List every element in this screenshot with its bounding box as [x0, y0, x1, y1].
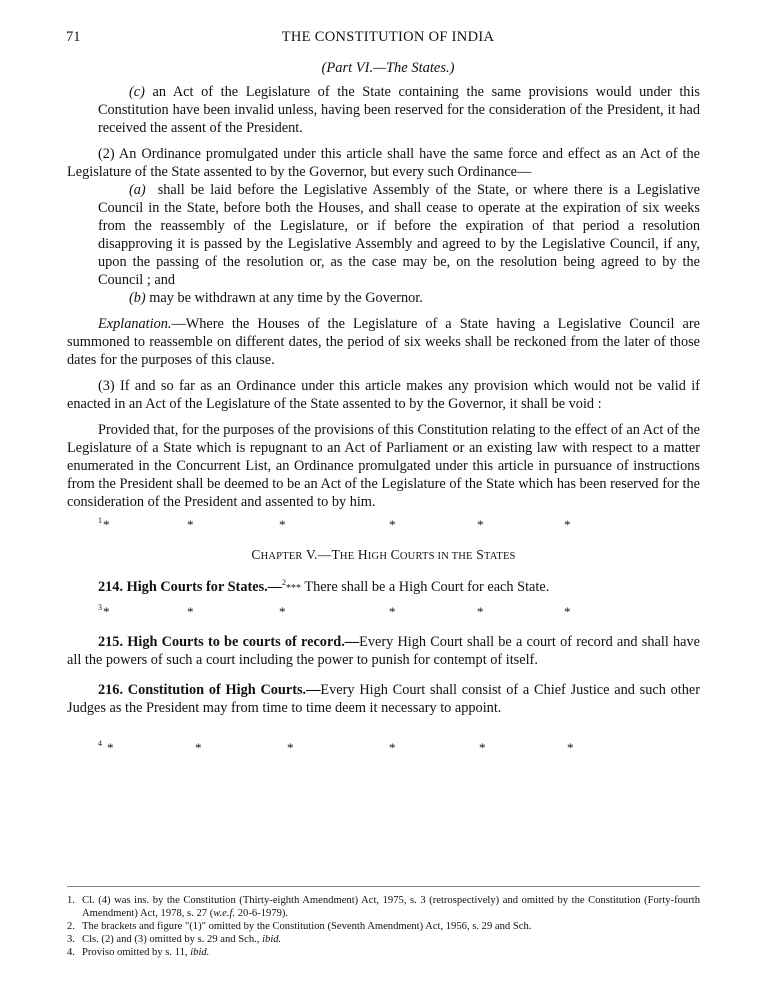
star: *	[187, 517, 194, 532]
star: *	[103, 604, 110, 619]
footnote-text-main: The brackets and figure "(1)" omitted by the Constitution (Seventh Amendment) Act, 1956, s. 29 and Sch.	[82, 921, 532, 932]
footnote-marker-1: 1	[98, 516, 102, 525]
star: *	[107, 740, 114, 755]
explanation-text: —Where the Houses of the Legislature of a State having a Legislative Council are summoned to reassemble on different dates, the period of six weeks shall be reckoned from the later of those dates for the purposes of this clause.	[67, 316, 700, 368]
footnote-text	[82, 946, 700, 959]
star: *	[479, 740, 486, 755]
footnote-text-italic: ibid.	[190, 947, 210, 958]
article-216-heading: 216. Constitution of High Courts.—	[98, 682, 321, 698]
footnote-text-main: Cls. (2) and (3) omitted by s. 29 and Sch.,	[82, 934, 263, 945]
clause-c-label: (c)	[129, 84, 145, 100]
star: *	[389, 604, 396, 619]
star: *	[477, 517, 484, 532]
article-214-text: There shall be a High Court for each State.	[301, 579, 550, 595]
star: *	[287, 740, 294, 755]
footnotes	[67, 886, 700, 959]
star: *	[567, 740, 574, 755]
page-number: 71	[66, 29, 81, 45]
star: *	[103, 517, 110, 532]
omission-stars-2	[67, 603, 700, 621]
footnote-text	[82, 933, 700, 946]
explanation	[67, 315, 700, 369]
chapter-text: HAPTER	[260, 551, 303, 562]
chapter-text: C	[251, 547, 261, 562]
explanation-label: Explanation.	[98, 316, 172, 332]
footnote-2	[67, 920, 700, 933]
star: *	[564, 517, 571, 532]
omission-stars-1	[67, 516, 700, 534]
sub-clause-b	[67, 289, 700, 307]
star: *	[389, 517, 396, 532]
article-215-text: Every High Court shall be a court of record and shall have all the powers of such a court including the power to punish for contempt of itself.	[67, 634, 700, 668]
footnote-text-tail: 20-6-1979).	[235, 908, 289, 919]
footnote-text-italic: w.e.f.	[213, 908, 236, 919]
chapter-text: TATES	[483, 551, 516, 562]
footnote-text-main: Cl. (4) was ins. by the Constitution (Thirty-eighth Amendment) Act, 1975, s. 3 (retrospectively) and omitted by the Constitution (Forty-fourth Amendment) Act, 1978, s. 27 (	[82, 895, 700, 919]
chapter-text: S	[472, 547, 484, 562]
footnote-text	[82, 894, 700, 920]
footnote-marker-3: 3	[98, 603, 102, 612]
omission-asterisks: ***	[286, 583, 302, 594]
clause-c-text: an Act of the Legislature of the State containing the same provisions would under this Constitution have been invalid unless, having been reserved for the consideration of the President, it had received the assent of the President.	[98, 84, 700, 136]
chapter-heading	[67, 546, 700, 566]
clause-c	[67, 83, 700, 137]
clause-2: (2) An Ordinance promulgated under this article shall have the same force and effect as an Act of the Legislature of the State assented to by the Governor, but every such Ordinance—	[67, 146, 700, 180]
footnote-1	[67, 894, 700, 920]
chapter-text: H	[354, 547, 368, 562]
omission-stars-3	[67, 739, 700, 757]
star: *	[279, 517, 286, 532]
chapter-text: V.—T	[302, 547, 340, 562]
article-215-heading: 215. High Courts to be courts of record.—	[98, 634, 360, 650]
star: *	[477, 604, 484, 619]
footnote-number: 2.	[67, 921, 75, 932]
footnote-number: 3.	[67, 934, 75, 945]
star: *	[564, 604, 571, 619]
footnote-text-main: Proviso omitted by s. 11,	[82, 947, 191, 958]
chapter-text: C	[387, 547, 400, 562]
footnote-text-italic: ibid.	[262, 934, 282, 945]
chapter-text: HE	[339, 551, 355, 562]
sub-clause-b-text: may be withdrawn at any time by the Governor.	[149, 290, 423, 306]
sub-clause-b-label: (b)	[129, 290, 146, 306]
proviso: Provided that, for the purposes of the provisions of this Constitution relating to the effect of an Act of the Legislature of a State which is repugnant to an Act of Parliament or an existing law with respect to a matter enumerated in the Concurrent List, an Ordinance promulgated under this article in pursuance of instructions from the President shall be deemed to be an Act of the Legislature of the State which has been reserved for the consideration of the President and assented to by him.	[67, 422, 700, 510]
chapter-text: OURTS IN THE	[399, 551, 473, 562]
footnote-number: 4.	[67, 947, 75, 958]
sub-clause-a	[67, 181, 700, 289]
part-heading-text: (Part VI.—The States.)	[321, 60, 455, 76]
running-title: THE CONSTITUTION OF INDIA	[281, 29, 495, 45]
footnote-marker-2: 2	[282, 578, 287, 588]
sub-clause-a-label: (a)	[129, 182, 146, 198]
star: *	[279, 604, 286, 619]
chapter-text: IGH	[367, 551, 388, 562]
article-214-heading: 214. High Courts for States.—	[98, 579, 283, 595]
sub-clause-a-text: shall be laid before the Legislative Assembly of the State, or where there is a Legislative Council in the State, before both the Houses, and shall cease to operate at the expiration of six weeks from the reassembly of the Legislature, or if before the expiration of that period a resolution disapproving it is passed by the Legislative Assembly and agreed to by the Legislative Council, if any, upon the passing of the resolution or, as the case may be, on the resolution being agreed to by the Council ; and	[98, 182, 700, 288]
article-215	[67, 633, 700, 669]
footnote-text	[82, 920, 700, 933]
clause-3: (3) If and so far as an Ordinance under this article makes any provision which would not be valid if enacted in an Act of the Legislature of the State assented to by the Governor, it shall be void :	[67, 378, 700, 412]
article-214	[67, 578, 700, 598]
page-body	[67, 83, 700, 757]
star: *	[187, 604, 194, 619]
star: *	[195, 740, 202, 755]
footnote-4	[67, 946, 700, 959]
footnote-number: 1.	[67, 895, 75, 906]
part-heading	[0, 60, 768, 77]
footnote-3	[67, 933, 700, 946]
article-216	[67, 681, 700, 717]
star: *	[389, 740, 396, 755]
article-216-text: Every High Court shall consist of a Chief Justice and such other Judges as the President may from time to time deem it necessary to appoint.	[67, 682, 701, 716]
footnote-marker-4: 4	[98, 739, 102, 748]
